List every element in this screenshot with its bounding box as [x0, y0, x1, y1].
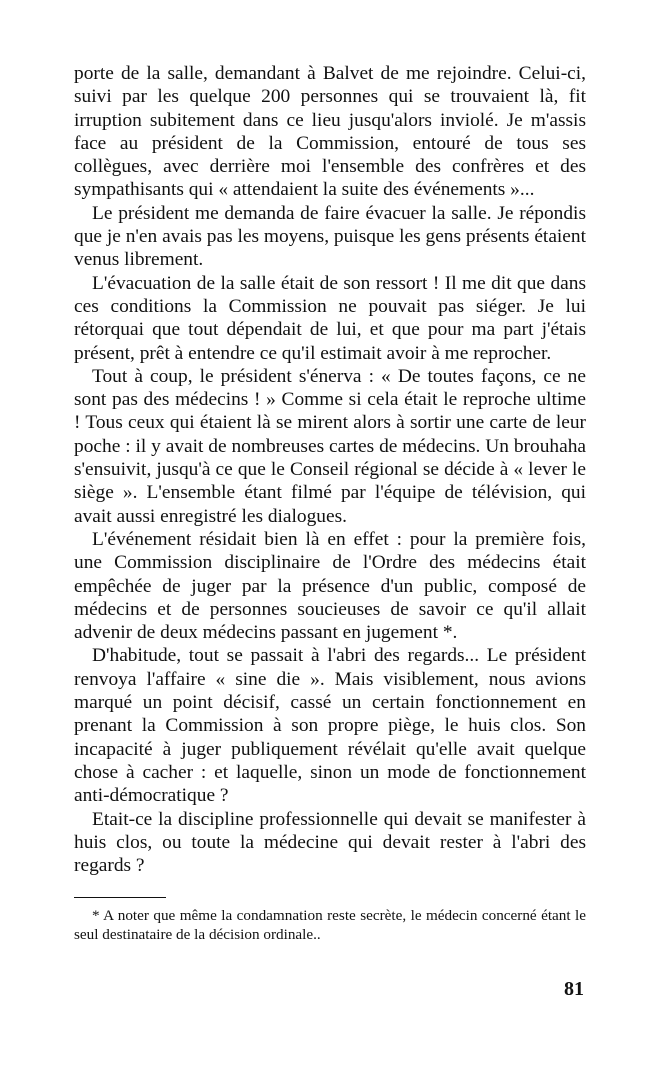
footnote-divider	[74, 897, 166, 898]
paragraph-5: L'événement résidait bien là en effet : pour la première fois, une Commission disciplinaire de l'Ordre des médecins était empêchée de juger par la présence d'un public, composé de médecins et de personnes soucieuses de savoir ce qu'il allait advenir de deux médecins passant en jugement *.	[74, 528, 586, 644]
paragraph-2: Le président me demanda de faire évacuer la salle. Je répondis que je n'en avais pas les moyens, puisque les gens présents étaient venus librement.	[74, 202, 586, 271]
paragraph-3: L'évacuation de la salle était de son ressort ! Il me dit que dans ces conditions la Commission ne pouvait pas siéger. Je lui rétorquai que tout dépendait de lui, et que pour ma part j'étais présent, prêt à entendre ce qu'il estimait avoir à me reprocher.	[74, 272, 586, 364]
paragraph-1: porte de la salle, demandant à Balvet de me rejoindre. Celui-ci, suivi par les quelque 200 personnes qui se trouvaient là, fit irruption subitement dans ce lieu jusqu'alors inviolé. Je m'assis face au président de la Commission, entouré de tous ses collègues, avec derrière moi l'ensemble des confrères et des sympathisants qui « attendaient la suite des événements »...	[74, 63, 586, 201]
footnote: * A noter que même la condamnation reste secrète, le médecin concerné étant le seul destinataire de la décision ordinale..	[74, 907, 586, 943]
paragraph-4: Tout à coup, le président s'énerva : « De toutes façons, ce ne sont pas des médecins ! » Comme si cela était le reproche ultime ! Tous ceux qui étaient là se mirent alors à sortir une carte de leur poche : il y avait de nombreuses cartes de médecins. Un brouhaha s'ensuivit, jusqu'à ce que le Conseil régional se décide à « lever le siège ». L'ensemble étant filmé par l'équipe de télévision, qui avait aussi enregistré les dialogues.	[74, 365, 586, 527]
page-body	[74, 62, 586, 944]
page-number: 81	[564, 978, 584, 1000]
paragraph-7: Etait-ce la discipline professionnelle qui devait se manifester à huis clos, ou toute la médecine qui devait rester à l'abri des regards ?	[74, 808, 586, 877]
paragraph-6: D'habitude, tout se passait à l'abri des regards... Le président renvoya l'affaire « sine die ». Mais visiblement, nous avions marqué un point décisif, cassé un certain fonctionnement en prenant la Commission à son propre piège, le huis clos. Son incapacité à juger publiquement révélait qu'elle avait quelque chose à cacher : et laquelle, sinon un mode de fonctionnement anti-démocratique ?	[74, 645, 586, 807]
